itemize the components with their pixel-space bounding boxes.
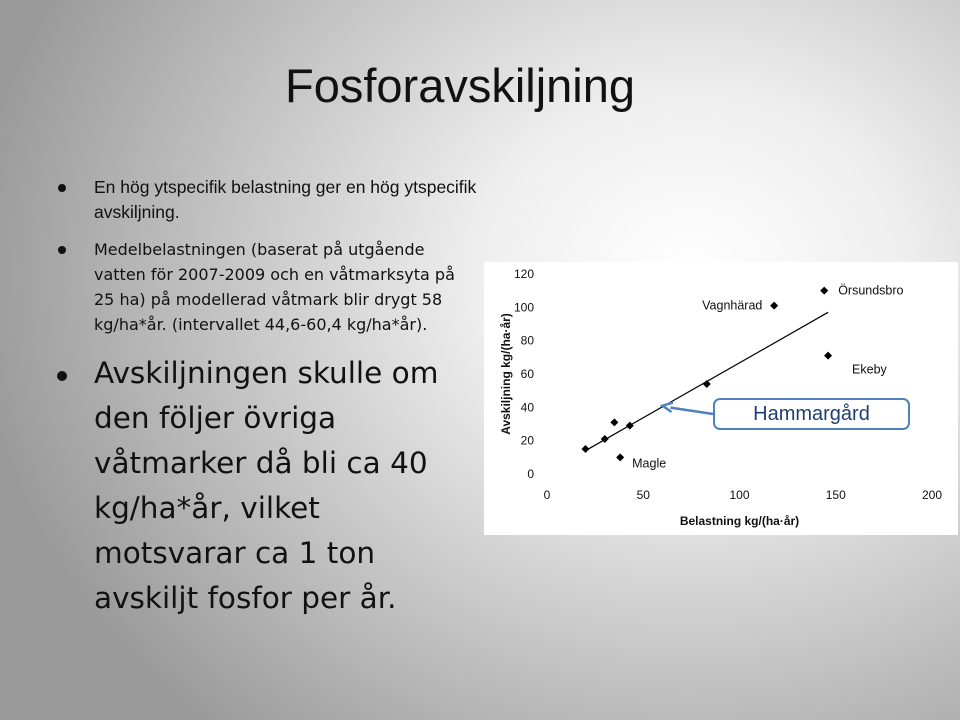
slide-title: Fosforavskiljning xyxy=(285,59,636,112)
bullet-text: En hög ytspecifik belastning ger en hög ytspecifik avskiljning. xyxy=(94,177,477,222)
x-axis-label: Belastning kg/(ha·år) xyxy=(679,514,800,528)
data-point-marker xyxy=(703,380,711,388)
y-tick-label: 120 xyxy=(513,267,534,281)
x-tick-label: 50 xyxy=(636,488,650,502)
x-tick-label: 0 xyxy=(543,488,551,502)
callout-hammargard: Hammargård xyxy=(713,398,910,430)
x-tick-label: 150 xyxy=(825,488,846,502)
point-label: Örsundsbro xyxy=(838,283,904,298)
data-point-marker xyxy=(582,445,590,453)
y-tick-label: 100 xyxy=(513,300,534,315)
x-tick-label: 200 xyxy=(921,488,943,502)
data-point-marker xyxy=(820,287,828,295)
data-point-marker xyxy=(626,422,634,430)
bullet-dot-icon xyxy=(58,184,66,192)
point-label: Magle xyxy=(632,456,667,471)
y-axis-label: Avskiljning kg/(ha·år) xyxy=(499,313,513,435)
bullet-text: Medelbelastningen (baserat på utgående vatten för 2007-2009 och en våtmarksyta på 25 ha) på modellerad våtmark blir drygt 58 kg/ha*år. (intervallet 44,6-60,4 kg/ha*år). xyxy=(94,240,455,334)
y-tick-label: 40 xyxy=(520,400,534,415)
y-tick-label: 80 xyxy=(520,333,534,348)
bullet-item xyxy=(58,237,478,337)
data-point-marker xyxy=(616,453,624,461)
callout-arrow-line xyxy=(671,408,714,414)
bullet-item xyxy=(58,175,478,225)
point-label: Vagnhärad xyxy=(702,298,763,313)
data-point-marker xyxy=(610,418,618,426)
bullet-item xyxy=(58,351,478,621)
y-tick-label: 60 xyxy=(520,367,534,381)
point-label: Ekeby xyxy=(852,362,887,377)
bullet-dot-icon xyxy=(58,246,66,254)
bullet-dot-icon xyxy=(57,371,67,381)
data-point-marker xyxy=(770,302,778,310)
x-tick-label: 100 xyxy=(729,488,750,502)
y-tick-label: 20 xyxy=(520,433,534,448)
y-tick-label: 0 xyxy=(527,467,534,481)
bullet-list xyxy=(58,175,478,621)
data-point-marker xyxy=(824,352,832,360)
bullet-text: Avskiljningen skulle om den följer övriga våtmarker då bli ca 40 kg/ha*år, vilket motsvarar ca 1 ton avskiljt fosfor per år. xyxy=(94,356,439,615)
